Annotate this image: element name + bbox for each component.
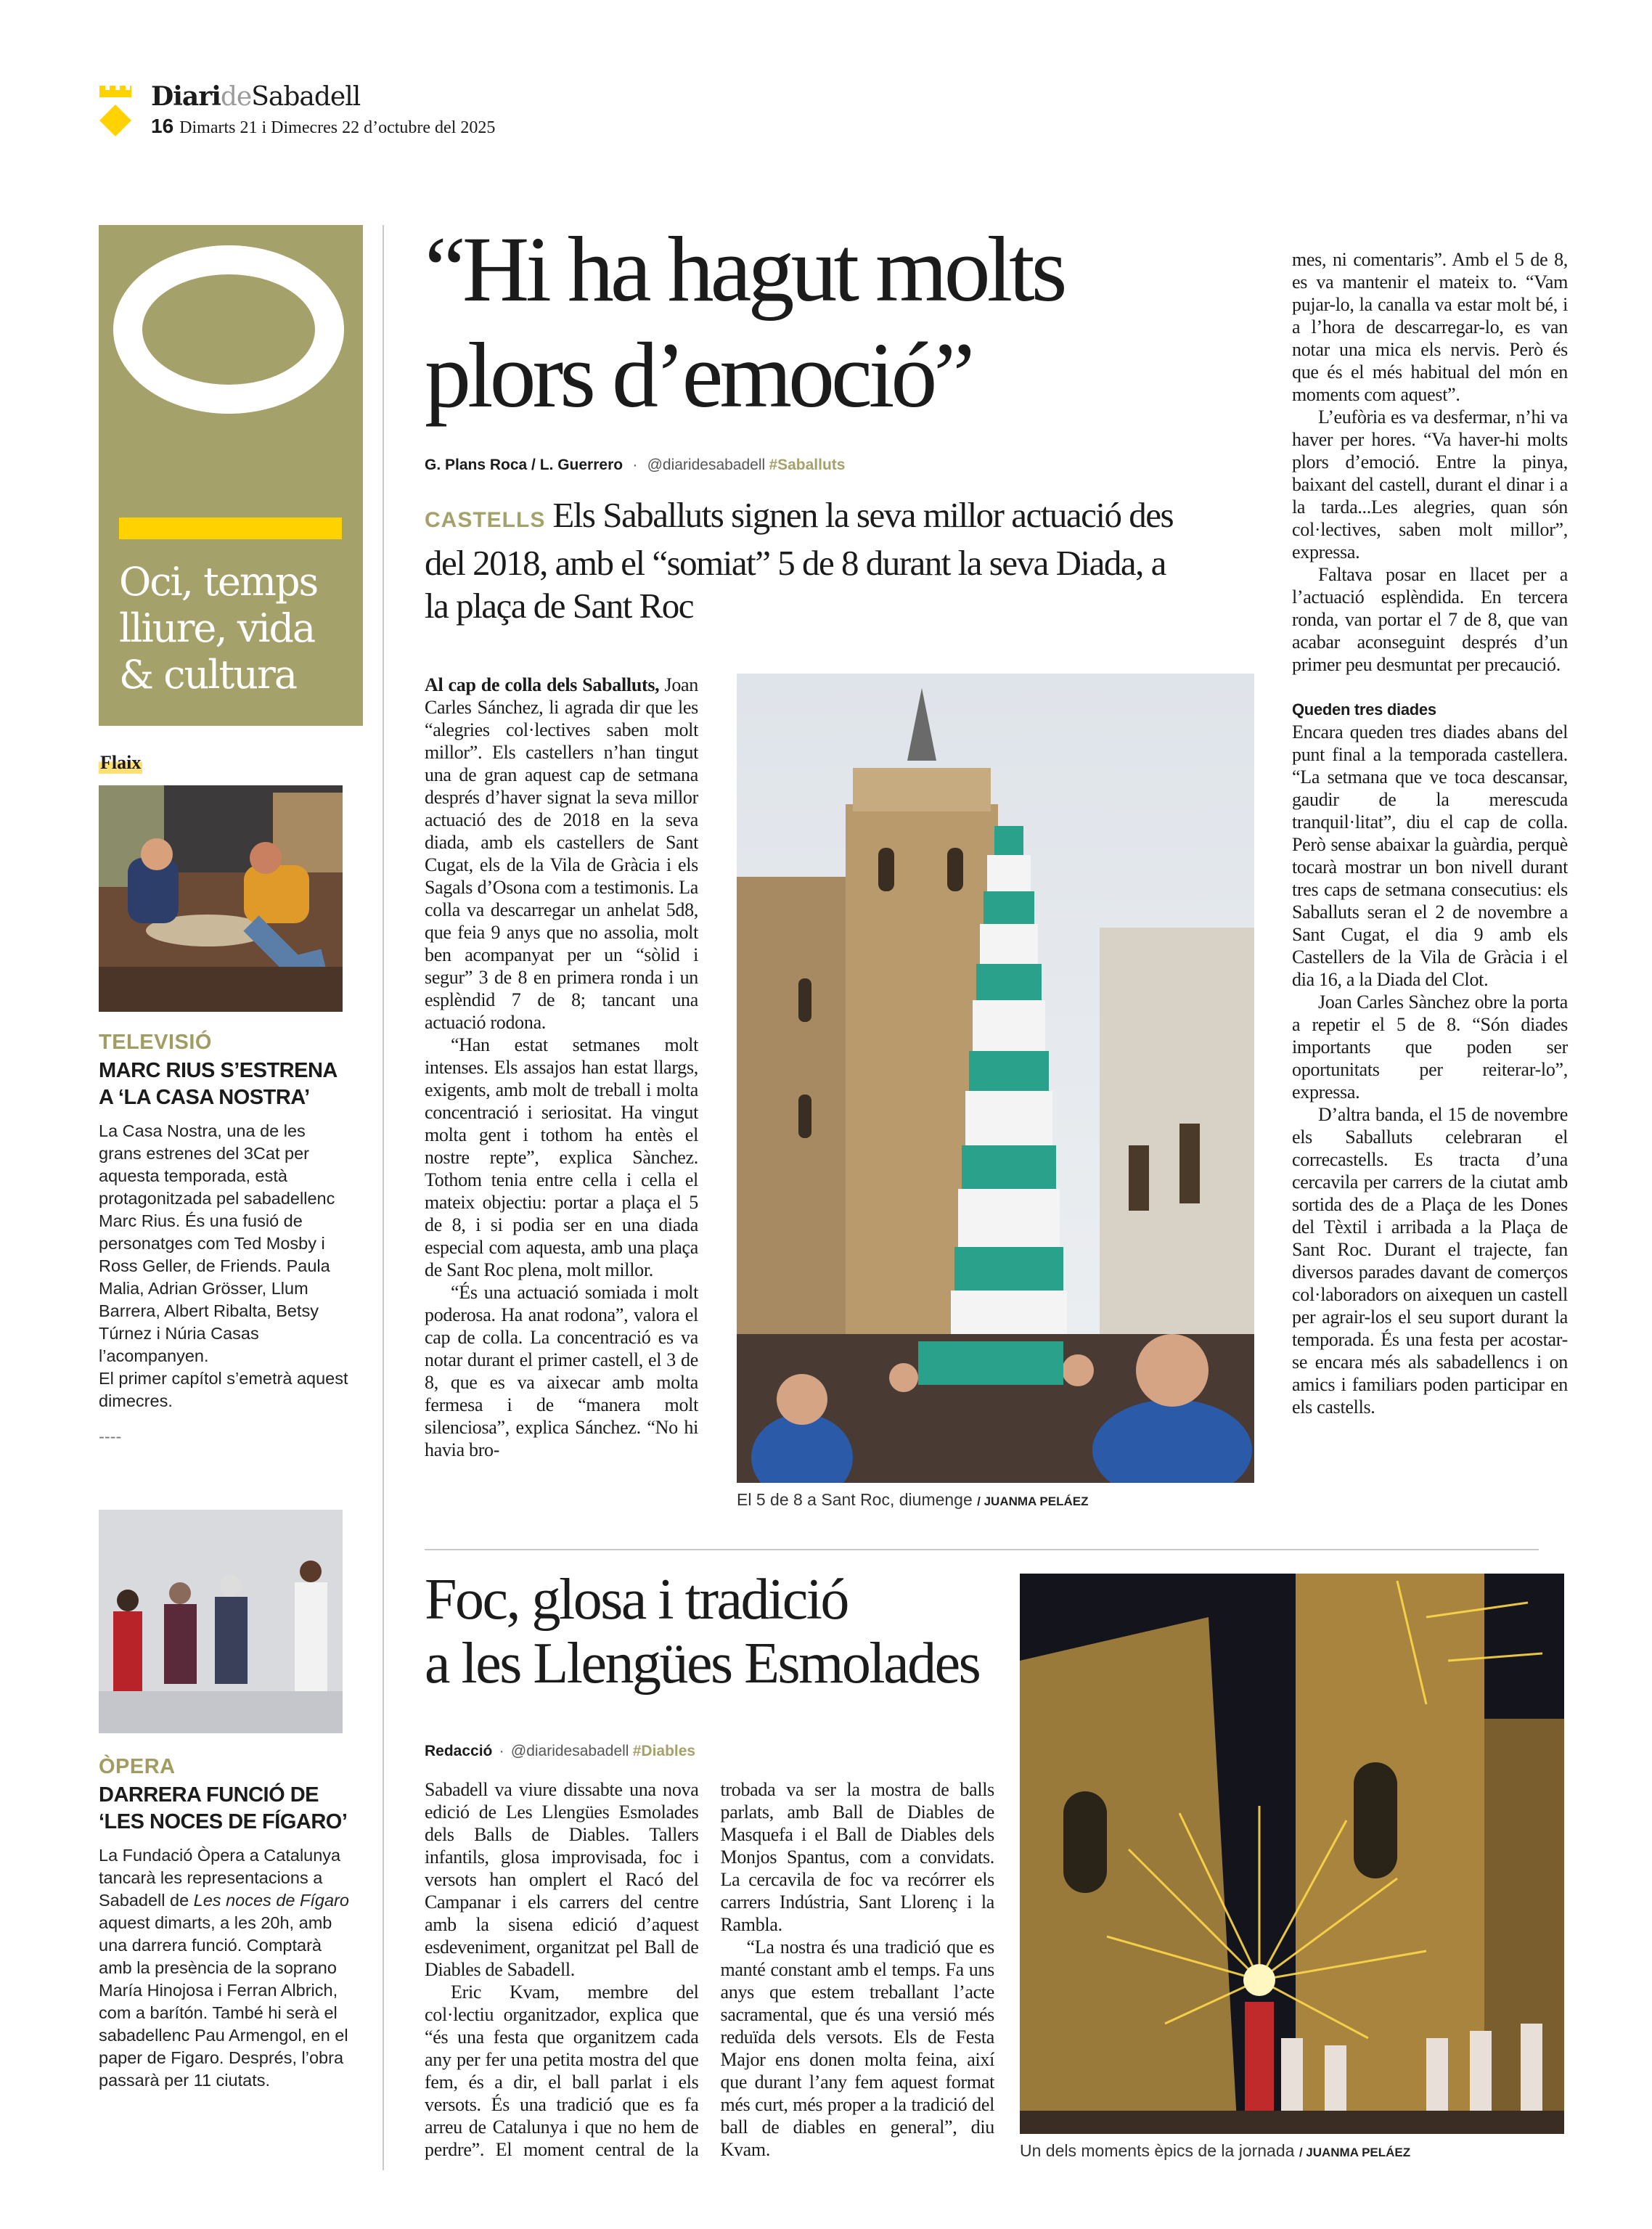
article-column-3 xyxy=(1292,248,1568,1418)
brand-rest: Sabadell xyxy=(251,82,361,112)
logo-crest-icon xyxy=(97,83,134,139)
story-category: TELEVISIÓ xyxy=(99,1031,212,1054)
section-yellow-bar xyxy=(119,518,342,539)
section-letter-o xyxy=(113,245,344,414)
caption-text: Un dels moments èpics de la jornada xyxy=(1020,2141,1295,2160)
article2-headline xyxy=(425,1568,979,1696)
paragraph: D’altra banda, el 15 de novembre els Saballuts celebraran el correcastells. Es tracta d’una cercavila per carrers de la ciutat amb sortida des de a Plaça de les Dones del Tèxtil i arribada a la Plaça de Sant Roc. Durant el trajecte, fan diversos parades davant de comerços col·laboradors on aixequen un castell per agrair-los el seu suport durant la temporada. És una festa per acostar-se encara més als sabadellencs i on amics i familiars poden participar en els castells. xyxy=(1292,1104,1568,1418)
story-headline: DARRERA FUNCIÓ DE ‘LES NOCES DE FÍGARO’ xyxy=(99,1783,348,1833)
hashtag[interactable]: #Diables xyxy=(632,1743,696,1759)
paragraph: “Han estat setmanes molt intenses. Els assajos han estat llargs, exigents, amb molt de treball i molta concentració i seriositat. Ha vingut molta gent i tothom ha entès el nostre repte”, explica Sànchez. Tothom tenia entre cella i cella el mateix objectiu: portar a plaça el 5 de 8, i si podia ser en una diada especial com aquesta, amb una plaça de Sant Roc plena, molt millor. xyxy=(425,1034,698,1280)
issue-date: Dimarts 21 i Dimecres 22 d’octubre del 2025 xyxy=(179,118,496,137)
dateline xyxy=(151,115,495,138)
paragraph-text: Joan Carles Sánchez, li agrada dir que les “alegries col·lectives saben molt millor”. Els castellers n’han tingut una de gran aquest cap de setmana després d’haver signat la seva millor actuació des de 2018 en la seva diada, amb els castellers de Sant Cugat, els de la Vila de Gràcia i els Sagals d’Osona com a testimonis. La colla va descarregar un anhelat 5d8, que feia 9 anys que no assolia, molt ben acompanyat per un “sòlid i segur” 3 de 8 en primera ronda i un esplèndid 7 de 8; tancant una actuació rodona. xyxy=(425,674,698,1033)
paragraph: Sabadell va viure dissabte una nova edició de Les Llengües Esmolades dels Balls de Diables. Tallers infantils, glosa improvisada, foc i versots han omplert el Racó del Campanar i els carrers del centre amb la sisena edició d’aquest esdeveniment, organitzat pel Ball de Diables de Sabadell. xyxy=(425,1779,699,1980)
article2-byline xyxy=(425,1742,695,1760)
author: Redacció xyxy=(425,1743,493,1759)
paragraph: L’eufòria es va desfermar, n’hi va haver per hores. “Va haver-hi molts plors d’emoció. Entre la pinya, baixant del castell, durant el dinar i a la tarda...Les alegries, quan són col·lectives, saben molt millor”, expressa. xyxy=(1292,406,1568,563)
article-divider xyxy=(425,1549,1539,1550)
tv-series-photo xyxy=(99,785,343,1012)
work-title: Les noces de Fígaro xyxy=(193,1891,349,1910)
lead-in: Al cap de colla dels Saballuts, xyxy=(425,674,660,695)
story-body: La Casa Nostra, una de les grans estrenes del 3Cat per aquesta temporada, està protagonitzada pel sabadellenc Marc Rius. És una fusió de personatges com Ted Mosby i Ross Geller, de Friends. Paula Malia, Adrian Grösser, Llum Barrera, Albert Ribalta, Betsy Túrnez i Núria Casas l’acompanyen. xyxy=(99,1121,335,1365)
story-headline: MARC RIUS S’ESTRENA A ‘LA CASA NOSTRA’ xyxy=(99,1059,337,1109)
opera-photo xyxy=(99,1510,343,1733)
story-separator: ---- xyxy=(99,1427,122,1446)
photo-credit: / JUANMA PELÁEZ xyxy=(1299,2146,1411,2159)
masthead-brand xyxy=(151,81,360,112)
section-title-line: Oci, temps xyxy=(119,559,318,605)
photo-caption xyxy=(1020,2141,1410,2161)
headline-line: “Hi ha hagut molts xyxy=(425,218,1064,321)
hashtag[interactable]: #Saballuts xyxy=(769,457,846,473)
paragraph: “La nostra és una tradició que es manté constant amb el temps. Fa uns anys que estem treballant l’acte sacramental, que és una versió més reduïda dels versots. Els de Festa Major ens donen molta feina, així que durant l’any fem aquest format més curt, més proper a la tradició del ball de diables en general”, diu Kvam. xyxy=(720,1936,994,2160)
paragraph: Eric Kvam, membre del col·lectiu organitzador, explica que “és una festa que organitzem cada any per fer una petita mostra del que fem, és a dir, el ball parlat i els versots. És una tradició que es fa arreu de Catalunya i que no hem de perdre”. El moment central de la trobada va ser la mostra de balls parlats, amb Ball de Diables de Masquefa i el Ball de Diables dels Monjos Spantus, com a convidats. La cercavila de foc va recórrer els carrers Indústria, Sant Llorenç i la Rambla. xyxy=(425,1779,994,2160)
sidebar-story-tv xyxy=(99,1031,349,1448)
article-column-1 xyxy=(425,674,698,1461)
paragraph xyxy=(425,674,698,1034)
column-divider xyxy=(383,225,384,2170)
story-body: El primer capítol s’emetrà aquest dimecres. xyxy=(99,1369,348,1410)
subheading: Queden tres diades xyxy=(1292,700,1436,719)
fire-diables-photo xyxy=(1020,1574,1564,2134)
section-tag: CASTELLS xyxy=(425,508,546,532)
story-category: ÒPERA xyxy=(99,1755,176,1778)
page-number: 16 xyxy=(151,115,174,137)
headline-line: a les Llengües Esmolades xyxy=(425,1632,980,1696)
authors: G. Plans Roca / L. Guerrero xyxy=(425,457,623,473)
story-body xyxy=(99,1844,349,2092)
article2-body xyxy=(425,1778,994,2170)
section-title xyxy=(119,559,317,698)
byline-dot: · xyxy=(499,1743,504,1759)
social-handle[interactable]: @diaridesabadell xyxy=(510,1743,629,1759)
article-byline xyxy=(425,456,845,474)
sidebar-story-opera xyxy=(99,1755,349,2092)
article-subtitle xyxy=(425,494,1194,627)
subtitle-text: Els Saballuts signen la seva millor actuació des del 2018, amb el “somiat” 5 de 8 durant la seva Diada, a la plaça de Sant Roc xyxy=(425,495,1174,626)
brand-bold: Diari xyxy=(151,81,221,112)
paragraph: Faltava posar en llacet per a l’actuació esplèndida. En tercera ronda, van portar el 7 de 8, que van acabar aconseguint després d’un primer peu desmuntat per precaució. xyxy=(1292,564,1568,675)
headline-line: plors d’emoció” xyxy=(425,324,972,427)
paragraph: Joan Carles Sànchez obre la porta a repetir el 5 de 8. “Són diades importants que poden ser oportunitats per reiterar-lo”, expressa. xyxy=(1292,991,1568,1103)
paragraph: Encara queden tres diades abans del punt final a la temporada castellera. “La setmana que ve toca descansar, gaudir de la merescuda tranquil·litat”, diu el cap de colla. Però sense abaixar la guàrdia, perquè tocarà mostrar un bon nivell durant tres caps de setmana consecutius: els Saballuts seran el 2 de novembre a Sant Cugat, el dia 9 amb els Castellers de la Vila de Gràcia i el dia 16, a la Diada del Clot. xyxy=(1292,721,1568,990)
section-title-line: lliure, vida xyxy=(119,605,315,651)
brand-de: de xyxy=(220,82,252,112)
byline-dot: · xyxy=(632,457,638,473)
paragraph: mes, ni comentaris”. Amb el 5 de 8, es va mantenir el mateix to. “Vam pujar-lo, la canalla va estar molt bé, i a l’hora de descarregar-lo, es van notar una mica els nervis. Però és que és el més habitual del món en moments com aquest”. xyxy=(1292,249,1568,405)
photo-credit: / JUANMA PELÁEZ xyxy=(977,1494,1089,1508)
photo-caption xyxy=(737,1490,1088,1510)
headline-line: Foc, glosa i tradició xyxy=(425,1568,848,1632)
castells-photo xyxy=(737,674,1254,1483)
section-box xyxy=(99,225,363,726)
caption-text: El 5 de 8 a Sant Roc, diumenge xyxy=(737,1490,973,1509)
body-text: aquest dimarts, a les 20h, amb una darrera funció. Comptarà amb la presència de la soprano María Hinojosa i Ferran Albrich, com a barítón. També hi serà el sabadellenc Pau Armengol, en el paper de Figaro. Després, l’obra passarà per 11 ciutats. xyxy=(99,1913,348,2090)
section-title-line: & cultura xyxy=(119,652,297,698)
flaix-label: Flaix xyxy=(100,752,142,773)
social-handle[interactable]: @diaridesabadell xyxy=(647,457,766,473)
paragraph: “És una actuació somiada i molt poderosa. Ha anat rodona”, valora el cap de colla. La concentració es va notar durant el primer castell, el 3 de 8, que es va aixecar amb molta fermesa i de “manera molt silenciosa”, explica Sánchez. “No hi havia bro- xyxy=(425,1282,698,1460)
article-headline xyxy=(425,216,1296,428)
body-text: La Fundació Òpera a Catalunya tancarà les representacions a Sabadell de xyxy=(99,1846,341,1910)
